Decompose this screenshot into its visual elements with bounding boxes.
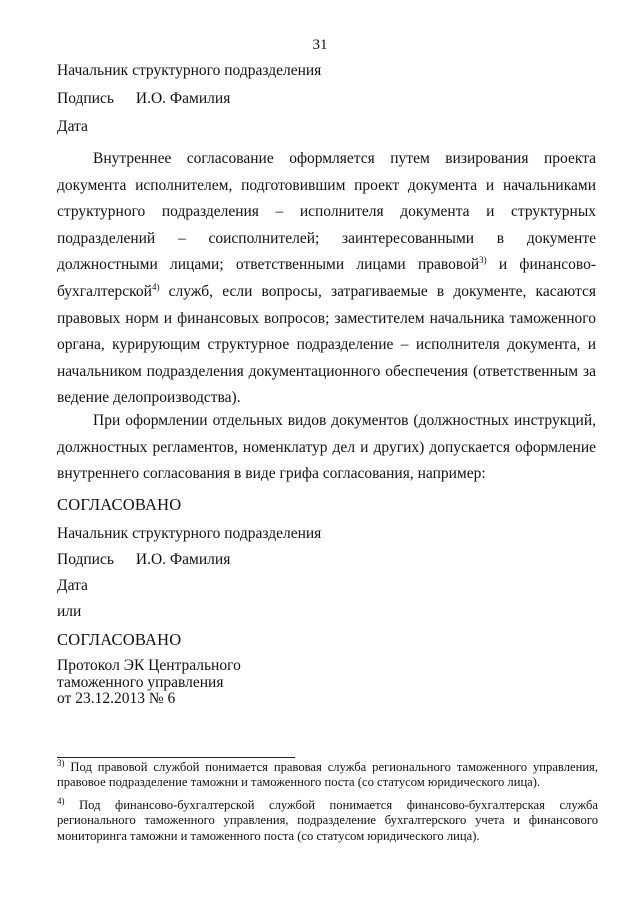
body-paragraph-1: [57, 146, 596, 412]
footnote-reference-3[interactable]: 3): [479, 255, 487, 266]
approval-signature-label: Подпись: [57, 551, 114, 568]
signature-label: Подпись: [57, 90, 114, 107]
paragraph-1-text: Внутреннее согласование оформляется путем визирования проекта документа исполнителем, подготовившим проект документа и начальниками структурного подразделения – исполнителя документа и структурных подразделений – соисполнителей; заинтересованными в документе должностными лицами; ответственными лицами правовой: [57, 150, 596, 274]
footnote-marker-3: 3): [57, 757, 65, 768]
approval-heading-2: СОГЛАСОВАНО: [57, 630, 182, 649]
or-label: или: [57, 603, 82, 620]
footnote-reference-4[interactable]: 4): [151, 281, 160, 292]
protocol-line-2: таможенного управления: [57, 673, 224, 691]
footnote-3: [57, 757, 598, 791]
signature-position: Начальник структурного подразделения: [57, 62, 322, 79]
protocol-line-1: Протокол ЭК Центрального: [57, 657, 241, 674]
date-label: Дата: [57, 118, 88, 135]
signature-line: [57, 90, 230, 108]
protocol-block: [57, 658, 241, 708]
footnote-4-text: Под финансово-бухгалтерской службой понимается финансово-бухгалтерская служба регионального таможенного управления, подразделение бухгалтерского учета и финансового мониторинга таможни и таможенного поста (со статусом юридического лица).: [57, 798, 598, 843]
paragraph-1-text-cont: и финансово-бухгалтерской: [57, 256, 596, 300]
body-paragraph-2: При оформлении отдельных видов документов (должностных инструкций, должностных регламентов, номенклатур дел и других) допускается оформление внутреннего согласования в виде грифа согласования, например:: [57, 412, 596, 483]
footnote-marker-4: 4): [57, 795, 65, 806]
footnote-3-text: Под правовой службой понимается правовая служба регионального таможенного управления, правовое подразделение таможни и таможенного поста (со статусом юридического лица).: [57, 760, 598, 790]
approval-heading-1: СОГЛАСОВАНО: [57, 495, 182, 514]
footnote-4: [57, 795, 598, 844]
signatory-name: И.О. Фамилия: [135, 90, 231, 107]
approval-position: Начальник структурного подразделения: [57, 525, 322, 542]
approval-signatory-name: И.О. Фамилия: [135, 551, 231, 568]
protocol-line-3: от 23.12.2013 № 6: [57, 690, 176, 707]
approval-date-label: Дата: [57, 577, 88, 594]
paragraph-1-text-end: служб, если вопросы, затрагиваемые в документе, касаются правовых норм и финансовых вопросов; заместителем начальника таможенного органа, курирующим структурное подразделение – исполнителя документа, и начальником подразделения документационного обеспечения (ответственным за ведение делопроизводства).: [57, 282, 596, 407]
approval-signature-line: [57, 551, 230, 569]
footnote-separator: [57, 757, 295, 758]
page-number: 31: [312, 37, 328, 53]
